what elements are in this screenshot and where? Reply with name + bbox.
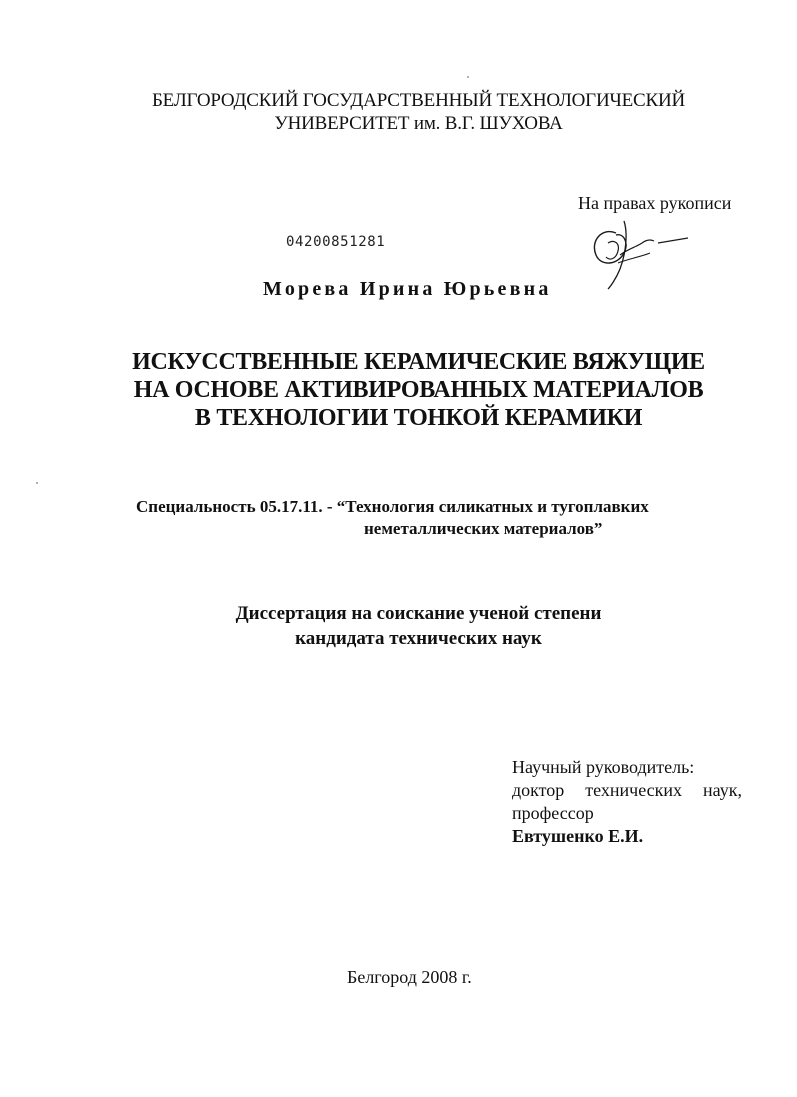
- university-name: [0, 89, 797, 135]
- author-name: Морева Ирина Юрьевна: [263, 278, 552, 300]
- handwritten-signature: [584, 213, 694, 293]
- supervisor-rank: профессор: [512, 803, 594, 823]
- scan-speck: [467, 76, 469, 78]
- title-line-2: НА ОСНОВЕ АКТИВИРОВАННЫХ МАТЕРИАЛОВ: [133, 377, 704, 403]
- supervisor-block: [512, 756, 742, 848]
- degree-line-2: кандидата технических наук: [295, 628, 542, 649]
- supervisor-name: Евтушенко Е.И.: [512, 826, 644, 846]
- document-number: 04200851281: [286, 234, 386, 250]
- title-line-1: ИСКУССТВЕННЫЕ КЕРАМИЧЕСКИЕ ВЯЖУЩИЕ: [132, 349, 705, 375]
- dissertation-title: [0, 348, 797, 432]
- university-name-line-2: УНИВЕРСИТЕТ им. В.Г. ШУХОВА: [274, 113, 563, 134]
- degree-line-1: Диссертация на соискание ученой степени: [235, 603, 602, 624]
- specialty-line-2: неметаллических материалов”: [364, 519, 603, 538]
- city-year: Белгород 2008 г.: [347, 967, 472, 987]
- supervisor-degree: доктор технических наук,: [512, 780, 742, 800]
- manuscript-note: На правах рукописи: [578, 193, 732, 213]
- title-line-3: В ТЕХНОЛОГИИ ТОНКОЙ КЕРАМИКИ: [194, 405, 643, 431]
- supervisor-label: Научный руководитель:: [512, 757, 695, 777]
- scan-speck: [36, 482, 38, 484]
- specialty-line-1: Специальность 05.17.11. - “Технология силикатных и тугоплавких: [136, 497, 649, 516]
- university-name-line-1: БЕЛГОРОДСКИЙ ГОСУДАРСТВЕННЫЙ ТЕХНОЛОГИЧЕСКИЙ: [151, 90, 686, 111]
- degree-statement: [0, 601, 797, 651]
